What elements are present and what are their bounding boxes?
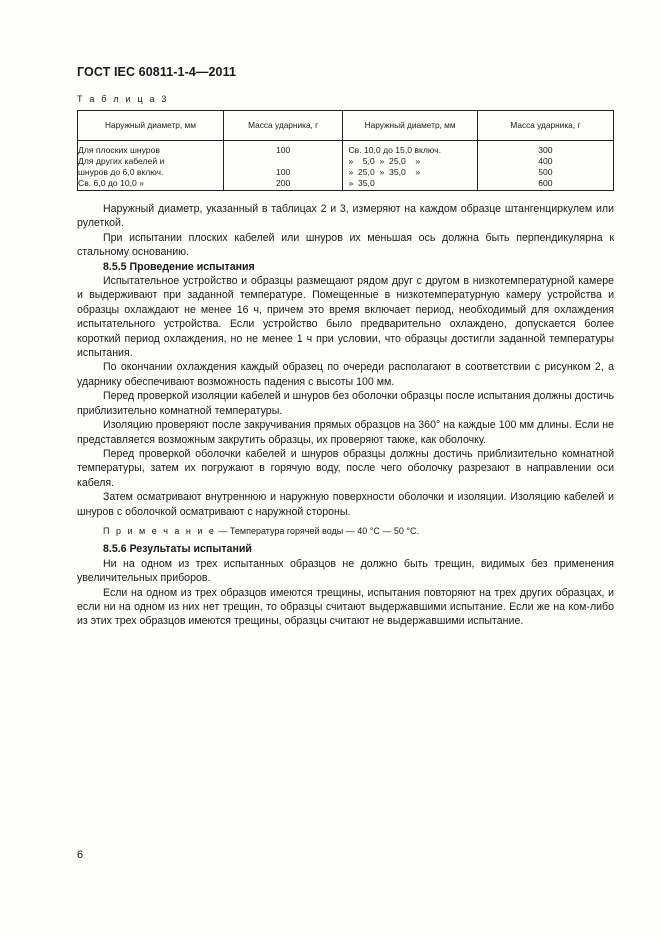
paragraph-inspection: Затем осматривают внутреннюю и наружную поверхности оболочки и изоляции. Изоляцию кабелей и шнуров с оболочкой осматривают с наружной стороны. bbox=[77, 491, 614, 518]
table-cell-value: 100 bbox=[276, 145, 291, 155]
left-diameter-cell bbox=[78, 141, 224, 191]
paragraph-diameter-measurement: Наружный диаметр, указанный в таблицах 2 и 3, измеряют на каждом образце штангенциркулем или рулеткой. bbox=[77, 203, 614, 230]
table-caption: Т а б л и ц а 3 bbox=[77, 94, 169, 104]
table-header-row bbox=[78, 111, 614, 141]
header-striker-mass-right: Масса ударника, г bbox=[477, 111, 613, 141]
table-cell-text: Св. 10,0 до 15,0 включ. bbox=[348, 145, 441, 155]
table-cell-value: 200 bbox=[276, 178, 291, 188]
paragraph-insulation-check: Перед проверкой изоляции кабелей и шнуров без оболочки образцы после испытания должны достичь приблизительно комнатной температуры. bbox=[77, 390, 614, 417]
table-cell-value: 600 bbox=[538, 178, 553, 188]
paragraph-flat-cables: При испытании плоских кабелей или шнуров их меньшая ось должна быть перпендикулярна к стальному основанию. bbox=[77, 231, 614, 259]
table-cell-text: » 5,0 » 25,0 » bbox=[348, 156, 421, 166]
table-cell-text: Для других кабелей и bbox=[78, 156, 165, 166]
table-cell-text: шнуров до 6,0 включ. bbox=[78, 167, 164, 177]
paragraph-cooling: Испытательное устройство и образцы размещают рядом друг с другом в низкотемпературной камере и выдерживают при заданной температуре. Помещенные в низкотемпературную камеру устройства и образцы охлаждают не менее 16 ч, причем это время включает период, необходимый для охлаждения испытательного устройства. Если устройство было предварительно охлаждено, допускается более короткий период охлаждения, но не менее 1 ч при условии, что образцы достигли заданной температуры испытания. bbox=[77, 275, 614, 360]
section-heading-test-results: 8.5.6 Результаты испытаний bbox=[103, 543, 252, 556]
right-mass-cell bbox=[477, 141, 613, 191]
paragraph-repeat-test: Если на одном из трех образцов имеются трещины, испытания повторяют на трех других образцах, и если ни на одном из них нет трещин, то образцы считают выдержавшими испытание. Если же на ком-либо из этих трех образцов имеются трещины, образцы считают не выдержавшими испытание. bbox=[77, 586, 614, 628]
table-cell-text: Св. 6,0 до 10,0 » bbox=[78, 178, 144, 188]
paragraph-sheath-check: Перед проверкой оболочки кабелей и шнуров образцы должны достичь приблизительно комнатной температуры, затем их погружают в горячую воду, после чего оболочку разрезают в направлении оси кабеля. bbox=[77, 447, 614, 489]
header-outer-diameter-left: Наружный диаметр, мм bbox=[78, 111, 224, 141]
note-text: — Температура горячей воды — 40 °С — 50 °С. bbox=[215, 525, 419, 536]
table-row bbox=[78, 141, 614, 191]
left-mass-cell bbox=[223, 141, 343, 191]
table-cell-text: Для плоских шнуров bbox=[78, 145, 160, 155]
document-header: ГОСТ IEC 60811-1-4—2011 bbox=[77, 65, 236, 79]
page-number: 6 bbox=[77, 849, 84, 861]
striker-mass-table bbox=[77, 110, 614, 191]
note-label: П р и м е ч а н и е bbox=[103, 525, 216, 536]
table-cell-value: 500 bbox=[538, 167, 553, 177]
table-cell-text: » 35,0 bbox=[348, 178, 375, 188]
header-striker-mass-left: Масса ударника, г bbox=[223, 111, 343, 141]
table-cell-value: 300 bbox=[538, 145, 553, 155]
table-cell-value bbox=[224, 156, 343, 167]
paragraph-twisting: Изоляцию проверяют после закручивания прямых образцов на 360° на каждые 100 мм длины. Если не представляется возможным закрутить образцы, их проверяют также, как оболочку. bbox=[77, 419, 614, 446]
note bbox=[77, 524, 614, 538]
document-body bbox=[77, 202, 614, 629]
paragraph-impact: По окончании охлаждения каждый образец по очереди располагают в соответствии с рисунком 2, а ударнику обеспечивают возможность падения с высоты 100 мм. bbox=[77, 361, 614, 388]
paragraph-no-cracks: Ни на одном из трех испытанных образцов не должно быть трещин, видимых без применения увеличительных приборов. bbox=[77, 557, 614, 585]
table-cell-value: 400 bbox=[538, 156, 553, 166]
table-cell-text: » 25,0 » 35,0 » bbox=[348, 167, 421, 177]
header-outer-diameter-right: Наружный диаметр, мм bbox=[343, 111, 477, 141]
section-heading-test-procedure: 8.5.5 Проведение испытания bbox=[103, 260, 255, 273]
right-diameter-cell bbox=[343, 141, 477, 191]
table-cell-value: 100 bbox=[276, 167, 291, 177]
